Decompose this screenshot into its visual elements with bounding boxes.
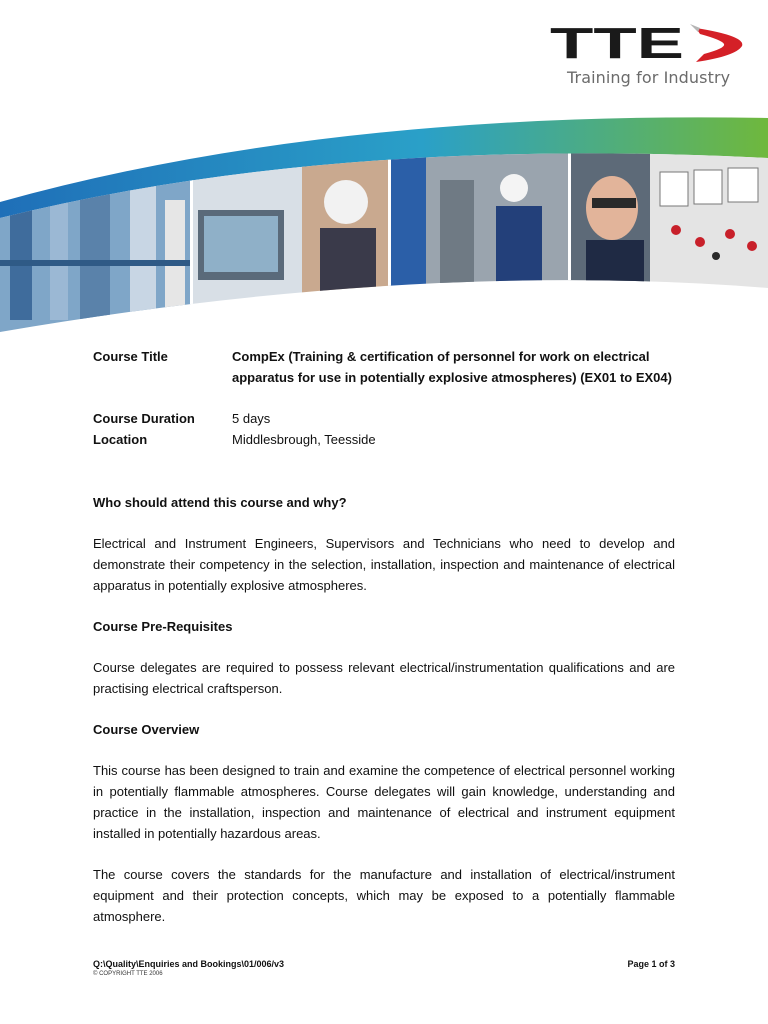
course-duration-value: 5 days bbox=[232, 411, 271, 426]
course-duration-label: Course Duration bbox=[93, 411, 195, 426]
tagline: Training for Industry bbox=[567, 68, 731, 87]
tte-logo-mark bbox=[550, 22, 746, 64]
location-row bbox=[93, 429, 675, 450]
tte-logo bbox=[548, 22, 748, 92]
page-number: Page 1 of 3 bbox=[627, 959, 675, 969]
panel-photo bbox=[650, 140, 768, 340]
svg-text:TTE: TTE bbox=[550, 22, 684, 64]
copyright: © COPYRIGHT TTE 2006 bbox=[93, 971, 163, 977]
location-label: Location bbox=[93, 432, 148, 447]
course-title-value bbox=[232, 346, 675, 388]
course-duration-row bbox=[93, 408, 675, 429]
overview-heading: Course Overview bbox=[93, 722, 200, 737]
course-title-line1: CompEx (Training & certification of personnel for work on electrical bbox=[232, 349, 650, 364]
location-value: Middlesbrough, Teesside bbox=[232, 432, 376, 447]
prereq-heading: Course Pre-Requisites bbox=[93, 619, 233, 634]
course-title-row bbox=[93, 346, 675, 388]
overview-text-1: This course has been designed to train and examine the competence of electrical personnel working in potentially flammable atmospheres. Course delegates will gain knowledge, understanding and practice in the installation, inspection and maintenance of electrical and instrument equipment installed in potentially hazardous areas. bbox=[93, 763, 675, 841]
course-title-line2: apparatus for use in potentially explosive atmospheres) (EX01 to EX04) bbox=[232, 370, 672, 385]
banner-image bbox=[0, 110, 768, 340]
course-title-label: Course Title bbox=[93, 349, 168, 364]
prereq-text: Course delegates are required to possess relevant electrical/instrumentation qualifications and are practising electrical craftsperson. bbox=[93, 660, 675, 696]
who-heading: Who should attend this course and why? bbox=[93, 495, 347, 510]
course-details bbox=[93, 346, 675, 927]
who-text: Electrical and Instrument Engineers, Supervisors and Technicians who need to develop and demonstrate their competency in the selection, installation, inspection and maintenance of electrical apparatus in potentially explosive atmospheres. bbox=[93, 536, 675, 593]
page-footer bbox=[93, 959, 675, 978]
document-reference: Q:\Quality\Enquiries and Bookings\01/006/v3 bbox=[93, 959, 285, 969]
overview-text-2: The course covers the standards for the manufacture and installation of electrical/instrument equipment and their protection concepts, which may be exposed to a potentially flammable atmosphere. bbox=[93, 867, 675, 924]
student-photo bbox=[570, 140, 650, 340]
technician-photo bbox=[390, 140, 570, 340]
